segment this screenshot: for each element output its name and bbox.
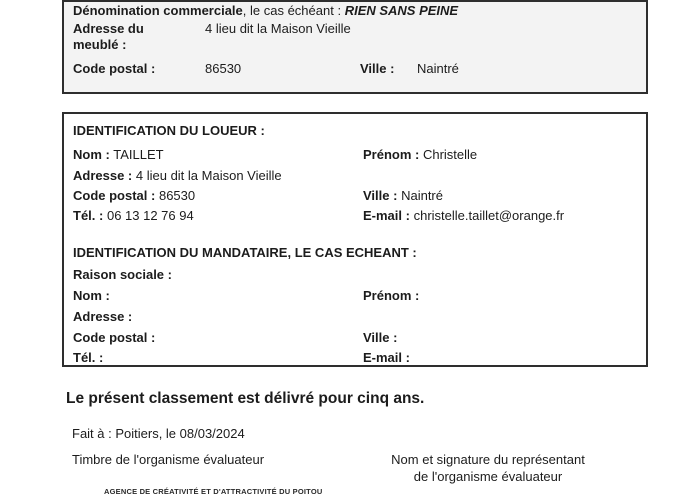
owner-city-row [363,188,443,204]
owner-phone-label: Tél. : [73,208,104,223]
denomination-row [73,3,458,19]
agent-name-row [73,288,110,304]
owner-address-label: Adresse : [73,168,133,183]
owner-city-label: Ville : [363,188,398,203]
agent-phone-row [73,350,103,366]
owner-city-value: Naintré [401,188,443,203]
agent-email-row [363,350,410,366]
agent-section-title: IDENTIFICATION DU MANDATAIRE, LE CAS ECHEANT : [73,245,417,260]
owner-address-row [73,168,282,184]
stamp-label: Timbre de l'organisme évaluateur [72,452,265,467]
owner-address-value: 4 lieu dit la Maison Vieille [135,168,282,183]
denomination-separator: , le cas échéant : [242,3,345,18]
denomination-label: Dénomination commerciale [73,3,243,18]
agent-postal-label: Code postal : [73,330,156,345]
classification-statement: Le présent classement est délivré pour cinq ans. [66,390,425,407]
owner-firstname-row [363,147,477,163]
property-postal-label: Code postal : [73,61,156,76]
agent-firstname-row [363,288,419,304]
place-date-line: Fait à : Poitiers, le 08/03/2024 [72,426,245,441]
property-address-label: Adresse du meublé : [73,21,144,52]
owner-postal-row [73,188,195,204]
agent-company-row [73,267,172,283]
agent-city-row [363,330,397,346]
denomination-value: RIEN SANS PEINE [344,3,459,18]
identification-box [62,112,648,367]
owner-email-label: E-mail : [363,208,410,223]
owner-name-label: Nom : [73,147,110,162]
owner-name-row [73,147,164,163]
property-city-value: Naintré [417,61,459,76]
agent-postal-row [73,330,155,346]
agent-city-label: Ville : [363,330,398,345]
owner-section-title: IDENTIFICATION DU LOUEUR : [73,123,265,138]
agent-firstname-label: Prénom : [363,288,420,303]
property-address-value: 4 lieu dit la Maison Vieille [205,21,351,36]
signature-block [388,452,588,485]
property-city-label: Ville : [360,61,395,76]
property-postal-value: 86530 [205,61,242,76]
agent-address-row [73,309,132,325]
signature-label-line1: Nom et signature du représentant [391,452,585,467]
agent-email-label: E-mail : [363,350,410,365]
property-box [62,0,648,94]
signature-label-line2: de l'organisme évaluateur [413,468,563,484]
agency-name: AGENCE DE CRÉATIVITÉ ET D'ATTRACTIVITÉ DU POITOU [104,487,323,496]
agent-name-label: Nom : [73,288,110,303]
owner-email-row [363,208,564,224]
owner-phone-row [73,208,194,224]
owner-name-value: TAILLET [113,147,164,162]
agent-company-label: Raison sociale : [73,267,172,282]
owner-firstname-value: Christelle [422,147,478,162]
owner-phone-value: 06 13 12 76 94 [106,208,194,223]
owner-firstname-label: Prénom : [363,147,420,162]
owner-postal-value: 86530 [158,188,196,203]
owner-postal-label: Code postal : [73,188,156,203]
owner-email-value: christelle.taillet@orange.fr [413,208,565,223]
agent-address-label: Adresse : [73,309,133,324]
agent-phone-label: Tél. : [73,350,104,365]
